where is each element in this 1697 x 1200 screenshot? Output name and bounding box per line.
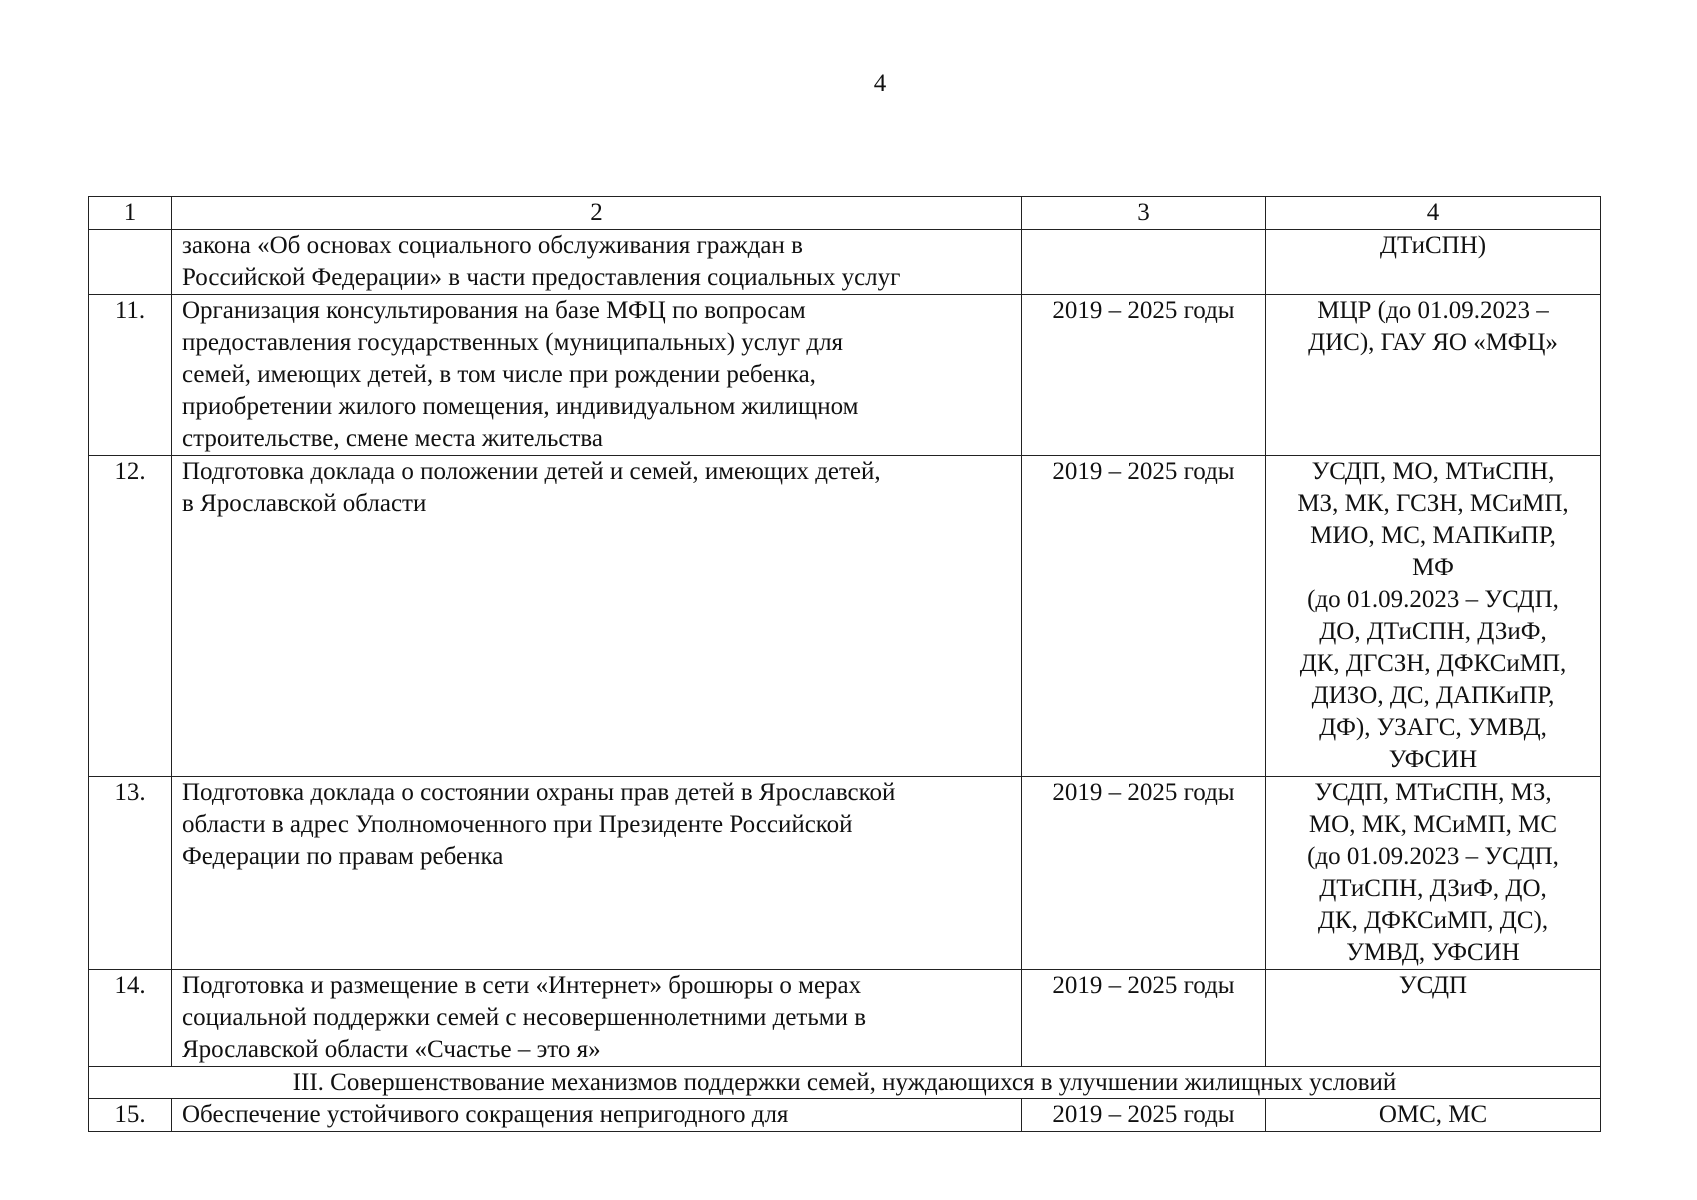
executor-line: ДК, ДГСЗН, ДФКСиМП,	[1299, 650, 1567, 677]
description-line: Ярославской области «Счастье – это я»	[182, 1036, 601, 1063]
period-cell: 2019 – 2025 годы	[1022, 295, 1266, 456]
description-line: Российской Федерации» в части предоставления социальных услуг	[182, 264, 901, 291]
description-line: закона «Об основах социального обслуживания граждан в	[182, 232, 803, 259]
period-cell	[1022, 230, 1266, 295]
executor-line: МО, МК, МСиМП, МС	[1308, 811, 1558, 838]
table-row	[89, 970, 1601, 1067]
row-number: 14.	[89, 970, 172, 1067]
executor-line: ДИС), ГАУ ЯО «МФЦ»	[1308, 329, 1558, 356]
measure-description	[172, 295, 1022, 456]
header-cell-4: 4	[1266, 197, 1601, 230]
period-cell: 2019 – 2025 годы	[1022, 1099, 1266, 1132]
description-line: Федерации по правам ребенка	[182, 843, 504, 870]
executor-line: ДТиСПН, ДЗиФ, ДО,	[1319, 875, 1547, 902]
description-line: Подготовка доклада о положении детей и семей, имеющих детей,	[182, 458, 881, 485]
description-line: семей, имеющих детей, в том числе при рождении ребенка,	[182, 361, 816, 388]
header-cell-3: 3	[1022, 197, 1266, 230]
description-line: в Ярославской области	[182, 490, 427, 517]
measure-description	[172, 1099, 1022, 1132]
measures-table	[88, 196, 1601, 1132]
description-line: приобретении жилого помещения, индивидуальном жилищном	[182, 393, 859, 420]
description-line: Организация консультирования на базе МФЦ по вопросам	[182, 297, 806, 324]
measure-description	[172, 456, 1022, 777]
table-row	[89, 295, 1601, 456]
description-line: предоставления государственных (муниципальных) услуг для	[182, 329, 844, 356]
executor-line: ДФ), УЗАГС, УМВД,	[1319, 714, 1547, 741]
executor-line: УФСИН	[1388, 746, 1478, 773]
executor-line: МЦР (до 01.09.2023 –	[1317, 297, 1549, 324]
executors-cell	[1266, 456, 1601, 777]
executor-line: УСДП, МТиСПН, МЗ,	[1314, 779, 1552, 806]
executor-line: ДТиСПН)	[1379, 232, 1487, 259]
header-cell-2: 2	[172, 197, 1022, 230]
executor-line: УСДП	[1398, 972, 1468, 999]
measure-description	[172, 230, 1022, 295]
row-number: 11.	[89, 295, 172, 456]
executor-line: МФ	[1412, 554, 1454, 581]
header-cell-1: 1	[89, 197, 172, 230]
description-line: области в адрес Уполномоченного при Президенте Российской	[182, 811, 853, 838]
table-row	[89, 777, 1601, 970]
executor-line: УМВД, УФСИН	[1346, 939, 1520, 966]
measure-description	[172, 970, 1022, 1067]
table-header-row	[89, 197, 1601, 230]
executors-cell	[1266, 1099, 1601, 1132]
period-cell: 2019 – 2025 годы	[1022, 777, 1266, 970]
description-line: Обеспечение устойчивого сокращения непригодного для	[182, 1101, 789, 1128]
table-row	[89, 456, 1601, 777]
row-number: 12.	[89, 456, 172, 777]
description-line: социальной поддержки семей с несовершеннолетними детьми в	[182, 1004, 867, 1031]
period-cell: 2019 – 2025 годы	[1022, 970, 1266, 1067]
description-line: Подготовка и размещение в сети «Интернет» брошюры о мерах	[182, 972, 862, 999]
description-line: строительстве, смене места жительства	[182, 425, 603, 452]
table-row	[89, 1099, 1601, 1132]
row-number: 13.	[89, 777, 172, 970]
section-heading: III. Совершенствование механизмов поддержки семей, нуждающихся в улучшении жилищных условий	[89, 1067, 1601, 1099]
executor-line: МЗ, МК, ГСЗН, МСиМП,	[1297, 490, 1569, 517]
executor-line: ДО, ДТиСПН, ДЗиФ,	[1319, 618, 1547, 645]
executors-cell	[1266, 295, 1601, 456]
executor-line: (до 01.09.2023 – УСДП,	[1307, 586, 1559, 613]
executors-cell	[1266, 777, 1601, 970]
period-cell: 2019 – 2025 годы	[1022, 456, 1266, 777]
executors-cell	[1266, 970, 1601, 1067]
executor-line: (до 01.09.2023 – УСДП,	[1307, 843, 1559, 870]
measure-description	[172, 777, 1022, 970]
executor-line: ОМС, МС	[1378, 1101, 1488, 1128]
executor-line: ДК, ДФКСиМП, ДС),	[1317, 907, 1549, 934]
description-line: Подготовка доклада о состоянии охраны прав детей в Ярославской	[182, 779, 896, 806]
table-row	[89, 230, 1601, 295]
row-number	[89, 230, 172, 295]
executor-line: МИО, МС, МАПКиПР,	[1310, 522, 1556, 549]
executor-line: УСДП, МО, МТиСПН,	[1311, 458, 1555, 485]
executor-line: ДИЗО, ДС, ДАПКиПР,	[1311, 682, 1555, 709]
page-number: 4	[873, 70, 887, 97]
section-heading-row	[89, 1067, 1601, 1099]
row-number: 15.	[89, 1099, 172, 1132]
executors-cell	[1266, 230, 1601, 295]
